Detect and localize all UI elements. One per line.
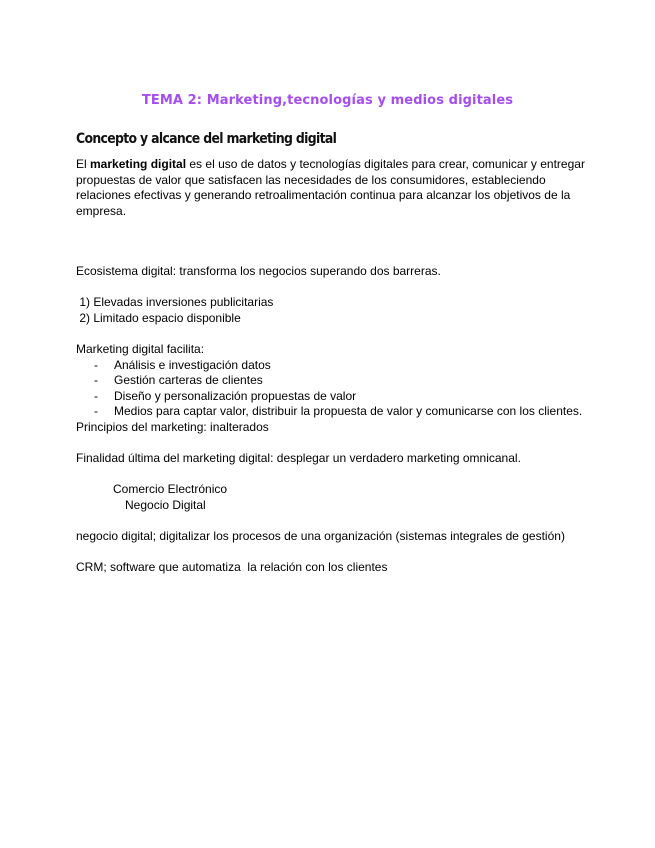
list-item <box>94 389 356 405</box>
list-item-text: Medios para captar valor, distribuir la propuesta de valor y comunicarse con los clientes. <box>114 404 583 418</box>
list-item-text: Diseño y personalización propuestas de valor <box>114 389 357 403</box>
ecosistema-line: Ecosistema digital: transforma los negocios superando dos barreras. <box>76 264 441 278</box>
bullet-dash: - <box>94 404 98 418</box>
list-item-text: Gestión carteras de clientes <box>114 373 263 387</box>
section-heading: Concepto y alcance del marketing digital <box>76 131 337 147</box>
intro-paragraph <box>76 157 586 219</box>
list-item-text: Análisis e investigación datos <box>114 358 271 372</box>
document-title: TEMA 2: Marketing,tecnologías y medios digitales <box>141 93 514 108</box>
list-item <box>94 404 582 420</box>
bullet-dash: - <box>94 389 98 403</box>
bullet-dash: - <box>94 373 98 387</box>
intro-prefix: El <box>76 157 91 171</box>
negocio-digital-line: Negocio Digital <box>125 498 206 512</box>
intro-rest: es el uso de datos y tecnologías digitales para crear, comunicar y entregar propuestas de valor que satisfacen las necesidades de los consumidores, estableciendo relaciones efectivas y generando retroalimentación continua para alcanzar los objetivos de la empresa. <box>76 157 585 218</box>
barrier-item-1: 1) Elevadas inversiones publicitarias <box>76 295 274 309</box>
intro-bold-term: marketing digital <box>90 157 187 171</box>
finalidad-line: Finalidad última del marketing digital: desplegar un verdadero marketing omnicanal. <box>76 451 521 465</box>
principios-line: Principios del marketing: inalterados <box>76 420 269 434</box>
list-item <box>94 358 271 374</box>
comercio-electronico-line: Comercio Electrónico <box>113 482 228 496</box>
crm-definition: CRM; software que automatiza la relación con los clientes <box>76 560 388 574</box>
bullet-dash: - <box>94 358 98 372</box>
facilita-label: Marketing digital facilita: <box>76 342 205 356</box>
list-item <box>94 373 263 389</box>
barrier-item-2: 2) Limitado espacio disponible <box>76 311 241 325</box>
negocio-digital-definition: negocio digital; digitalizar los procesos de una organización (sistemas integrales de gestión) <box>76 529 565 543</box>
